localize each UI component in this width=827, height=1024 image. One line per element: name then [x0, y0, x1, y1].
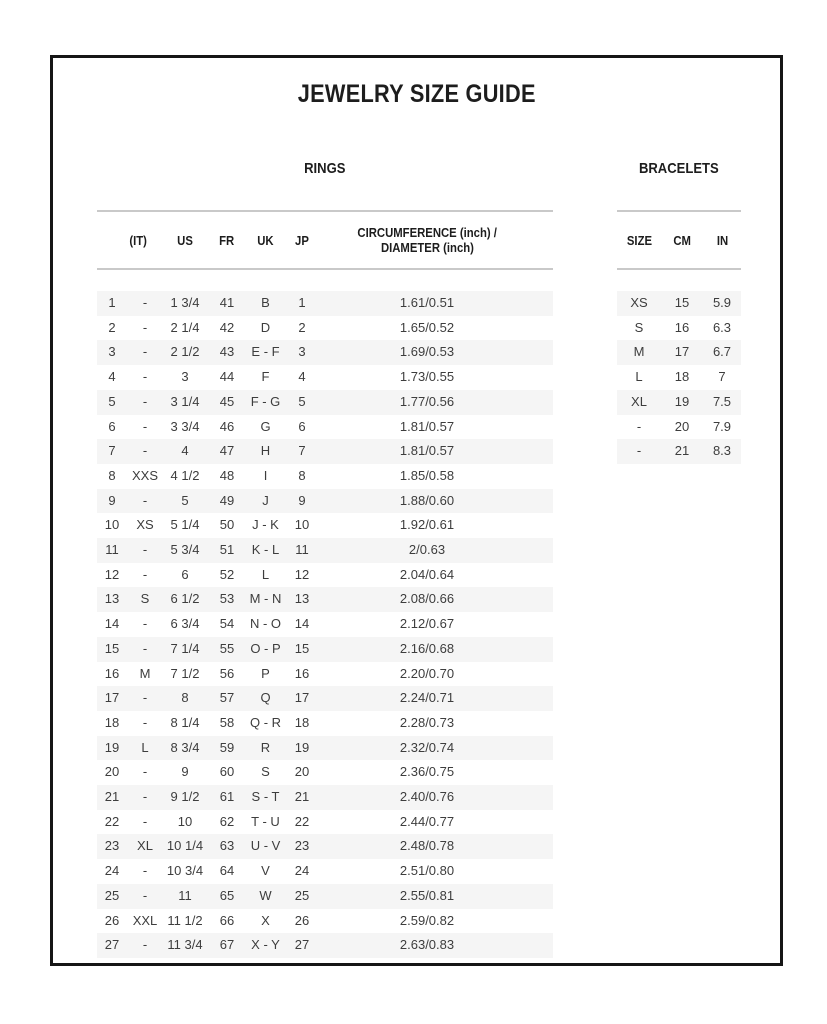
rings-header-jp [284, 233, 320, 248]
ring-size-row-cell: - [142, 295, 148, 310]
ring-size-row-cell: 50 [219, 517, 235, 533]
bracelet-size-row [617, 316, 741, 341]
ring-size-row-cell: 12 [294, 566, 310, 582]
ring-size-row-cell: 23 [294, 838, 310, 854]
ring-size-row-cell: 1.81/0.57 [399, 443, 455, 459]
bracelet-size-row-cell: 18 [674, 369, 690, 385]
ring-size-row-cell: X [261, 912, 270, 928]
rings-header-circumference-line1: CIRCUMFERENCE (inch) / [357, 225, 497, 240]
ring-size-row-cell: 19 [294, 739, 310, 755]
bracelets-section-title-text: BRACELETS [639, 160, 719, 177]
bracelet-size-row-cell: 15 [674, 295, 690, 310]
ring-size-row-cell: 4 [298, 369, 306, 385]
ring-size-row-cell: 41 [219, 295, 235, 310]
ring-size-row-cell: 10 3/4 [166, 863, 204, 879]
ring-size-row [97, 686, 553, 711]
ring-size-row [97, 563, 553, 588]
ring-size-row-cell: 2/0.63 [408, 542, 446, 558]
rings-header-it-text: (IT) [129, 232, 147, 248]
bracelets-header-in-text: IN [716, 232, 728, 248]
bracelet-size-row-cell: 7.9 [712, 418, 732, 434]
ring-size-row-cell: 58 [219, 714, 235, 730]
ring-size-row-cell: 2.32/0.74 [399, 739, 455, 755]
rings-section-title [97, 160, 553, 178]
bracelet-size-row-cell: 6.7 [712, 344, 732, 360]
ring-size-row-cell: 8 1/4 [170, 714, 200, 730]
ring-size-row-cell: 2.16/0.68 [399, 640, 455, 656]
ring-size-row [97, 884, 553, 909]
ring-size-row-cell: 3 1/4 [170, 393, 200, 409]
ring-size-row-cell: 26 [104, 912, 120, 928]
ring-size-row-cell: F - G [250, 393, 281, 409]
ring-size-row-cell: 9 [108, 492, 116, 508]
ring-size-row-cell: S - T [251, 789, 280, 805]
ring-size-row-cell: 62 [219, 813, 235, 829]
ring-size-row-cell: 53 [219, 591, 235, 607]
ring-size-row-cell: 2 [108, 319, 116, 335]
ring-size-row-cell: N - O [249, 616, 282, 632]
ring-size-row [97, 859, 553, 884]
bracelet-size-row-cell: 17 [674, 344, 690, 360]
ring-size-row-cell: 61 [219, 789, 235, 805]
ring-size-row-cell: 8 [181, 690, 189, 706]
ring-size-row-cell: 11 [178, 887, 192, 903]
bracelet-size-row-cell: - [636, 443, 642, 459]
ring-size-row-cell: 27 [294, 937, 310, 953]
rings-header-uk [247, 233, 284, 248]
bracelet-size-row-cell: 8.3 [712, 443, 732, 459]
ring-size-row-cell: 60 [219, 764, 235, 780]
rings-header-us-text: US [177, 232, 193, 248]
ring-size-row-cell: 8 [298, 467, 306, 483]
bracelet-size-row-cell: - [636, 418, 642, 434]
ring-size-row-cell: XL [137, 838, 153, 854]
ring-size-row-cell: 16 [104, 665, 120, 681]
ring-size-row [97, 365, 553, 390]
ring-size-row [97, 390, 553, 415]
ring-size-row-cell: - [142, 492, 148, 508]
ring-size-row-cell: 2.63/0.83 [399, 937, 455, 953]
ring-size-row-cell: 3 3/4 [170, 418, 200, 434]
ring-size-row-cell: 16 [294, 665, 310, 681]
bracelets-header-size [617, 233, 661, 248]
ring-size-row-cell: - [142, 937, 148, 953]
ring-size-row-cell: 11 [105, 542, 119, 558]
ring-size-row-cell: 3 [298, 344, 306, 360]
ring-size-row-cell: R [260, 739, 271, 755]
bracelet-size-row-cell: 5.9 [712, 295, 732, 310]
ring-size-row-cell: 49 [219, 492, 235, 508]
ring-size-row-cell: 8 3/4 [170, 739, 200, 755]
ring-size-row [97, 760, 553, 785]
ring-size-row-cell: 1.88/0.60 [399, 492, 455, 508]
ring-size-row-cell: 2.44/0.77 [399, 813, 455, 829]
ring-size-row-cell: 1 [108, 295, 116, 310]
bracelets-section-title [617, 160, 741, 178]
rings-header-circumference-line2: DIAMETER (inch) [380, 240, 474, 255]
ring-size-row-cell: L [261, 566, 270, 582]
ring-size-row-cell: U - V [250, 838, 281, 854]
ring-size-row-cell: 43 [219, 344, 235, 360]
ring-size-row-cell: 2.28/0.73 [399, 714, 455, 730]
bracelets-header-cm [661, 233, 703, 248]
ring-size-row-cell: S [261, 764, 270, 780]
ring-size-row-cell: 55 [219, 640, 235, 656]
bracelet-size-row-cell: 20 [674, 418, 690, 434]
bracelet-size-row-cell: 16 [674, 319, 690, 335]
ring-size-row-cell: 1 3/4 [170, 295, 200, 310]
ring-size-row-cell: 4 [108, 369, 116, 385]
ring-size-row-cell: 7 [108, 443, 116, 459]
ring-size-row [97, 291, 553, 316]
ring-size-row-cell: G [260, 418, 271, 434]
ring-size-row-cell: 3 [108, 344, 116, 360]
rings-header-us [163, 233, 207, 248]
ring-size-row-cell: 3 [181, 369, 189, 385]
ring-size-row-cell: XS [136, 517, 154, 533]
ring-size-row-cell: 19 [104, 739, 120, 755]
bracelet-size-row-cell: S [634, 319, 644, 335]
ring-size-row [97, 340, 553, 365]
ring-size-row-cell: 1.69/0.53 [399, 344, 455, 360]
ring-size-row-cell: 13 [104, 591, 120, 607]
ring-size-row-cell: 2.20/0.70 [399, 665, 455, 681]
ring-size-row [97, 464, 553, 489]
ring-size-row [97, 489, 553, 514]
ring-size-row-cell: J [262, 492, 269, 508]
ring-size-row-cell: - [142, 764, 148, 780]
ring-size-row-cell: 6 [181, 566, 189, 582]
bracelets-table [617, 291, 741, 464]
ring-size-row-cell: - [142, 616, 148, 632]
ring-size-row-cell: 12 [104, 566, 120, 582]
ring-size-row-cell: 25 [294, 887, 310, 903]
ring-size-row-cell: - [142, 887, 148, 903]
ring-size-row-cell: L [141, 739, 149, 755]
ring-size-row-cell: 57 [219, 690, 235, 706]
ring-size-row-cell: 65 [219, 887, 235, 903]
ring-size-row-cell: - [142, 813, 148, 829]
rings-header-jp-text: JP [295, 232, 309, 248]
ring-size-row-cell: 13 [294, 591, 310, 607]
ring-size-row [97, 587, 553, 612]
bracelet-size-row-cell: 6.3 [712, 319, 732, 335]
ring-size-row-cell: 24 [294, 863, 310, 879]
ring-size-row-cell: D [260, 319, 271, 335]
ring-size-row [97, 933, 553, 958]
ring-size-row-cell: - [142, 714, 148, 730]
ring-size-row-cell: - [142, 566, 148, 582]
ring-size-row-cell: H [260, 443, 271, 459]
bracelet-size-row-cell: 7.5 [712, 393, 732, 409]
ring-size-row-cell: 1.85/0.58 [399, 467, 455, 483]
ring-size-row-cell: 10 [294, 517, 310, 533]
ring-size-row-cell: 5 [298, 393, 306, 409]
ring-size-row-cell: 5 [108, 393, 116, 409]
ring-size-row-cell: - [142, 344, 148, 360]
ring-size-row-cell: 44 [219, 369, 235, 385]
ring-size-row-cell: 8 [108, 467, 116, 483]
ring-size-row-cell: 67 [219, 937, 235, 953]
bracelets-table-header [617, 210, 741, 270]
bracelet-size-row [617, 439, 741, 464]
ring-size-row-cell: 64 [219, 863, 235, 879]
rings-header-fr [207, 233, 247, 248]
bracelet-size-row [617, 340, 741, 365]
ring-size-row-cell: 14 [294, 616, 310, 632]
ring-size-row [97, 785, 553, 810]
ring-size-row-cell: Q - R [249, 714, 282, 730]
ring-size-row-cell: O - P [250, 640, 281, 656]
ring-size-row-cell: 15 [294, 640, 310, 656]
page-title [53, 79, 780, 109]
ring-size-row-cell: 11 [295, 542, 309, 558]
ring-size-row-cell: 26 [294, 912, 310, 928]
ring-size-row-cell: K - L [251, 542, 280, 558]
ring-size-row-cell: 4 [181, 443, 189, 459]
ring-size-row-cell: 18 [104, 714, 120, 730]
ring-size-row-cell: 2.36/0.75 [399, 764, 455, 780]
ring-size-row-cell: 17 [104, 690, 120, 706]
ring-size-row-cell: 22 [104, 813, 120, 829]
ring-size-row-cell: 18 [294, 714, 310, 730]
ring-size-row-cell: 1.92/0.61 [399, 517, 455, 533]
ring-size-row-cell: 11 1/2 [167, 912, 203, 928]
ring-size-row-cell: 1.61/0.51 [399, 295, 455, 310]
ring-size-row-cell: 1 [298, 295, 306, 310]
ring-size-row-cell: 46 [219, 418, 235, 434]
ring-size-row-cell: 17 [294, 690, 310, 706]
rings-header-fr-text: FR [219, 232, 235, 248]
bracelet-size-row-cell: 21 [674, 443, 690, 459]
ring-size-row-cell: - [142, 418, 148, 434]
ring-size-row-cell: 47 [219, 443, 235, 459]
rings-section-title-text: RINGS [304, 160, 346, 177]
ring-size-row-cell: 2 1/4 [170, 319, 200, 335]
ring-size-row-cell: 22 [294, 813, 310, 829]
ring-size-row-cell: 1.65/0.52 [399, 319, 455, 335]
ring-size-row-cell: M - N [249, 591, 282, 607]
ring-size-row [97, 316, 553, 341]
bracelet-size-row-cell: 7 [718, 369, 726, 385]
ring-size-row-cell: 1.81/0.57 [399, 418, 455, 434]
ring-size-row-cell: 2.08/0.66 [399, 591, 455, 607]
bracelet-size-row [617, 365, 741, 390]
ring-size-row-cell: 10 1/4 [166, 838, 204, 854]
ring-size-row-cell: 15 [104, 640, 120, 656]
ring-size-row-cell: XXL [132, 912, 158, 928]
bracelets-header-size-text: SIZE [626, 232, 652, 248]
ring-size-row-cell: 11 3/4 [167, 937, 203, 953]
rings-header-it [127, 233, 163, 248]
ring-size-row [97, 810, 553, 835]
ring-size-row-cell: 23 [104, 838, 120, 854]
ring-size-row-cell: - [142, 542, 148, 558]
ring-size-row-cell: - [142, 789, 148, 805]
ring-size-row-cell: 20 [294, 764, 310, 780]
rings-table [97, 291, 553, 958]
ring-size-row-cell: 21 [294, 789, 310, 805]
ring-size-row-cell: 66 [219, 912, 235, 928]
ring-size-row-cell: I [263, 467, 268, 483]
ring-size-row-cell: 51 [219, 542, 235, 558]
ring-size-row-cell: P [261, 665, 270, 681]
ring-size-row-cell: 2.51/0.80 [399, 863, 455, 879]
ring-size-row-cell: 6 [298, 418, 306, 434]
ring-size-row-cell: 2.40/0.76 [399, 789, 455, 805]
bracelet-size-row-cell: L [635, 369, 643, 385]
bracelet-size-row-cell: XS [630, 295, 648, 310]
ring-size-row-cell: - [142, 369, 148, 385]
rings-table-header [97, 210, 553, 270]
ring-size-row [97, 637, 553, 662]
ring-size-row-cell: 14 [104, 616, 120, 632]
ring-size-row-cell: 45 [219, 393, 235, 409]
ring-size-row-cell: - [142, 640, 148, 656]
ring-size-row [97, 736, 553, 761]
size-guide-card [50, 55, 783, 966]
ring-size-row [97, 415, 553, 440]
ring-size-row-cell: 5 3/4 [170, 542, 200, 558]
ring-size-row-cell: X - Y [251, 937, 280, 953]
ring-size-row-cell: 52 [219, 566, 235, 582]
ring-size-row-cell: 4 1/2 [170, 467, 200, 483]
ring-size-row-cell: 24 [104, 863, 120, 879]
ring-size-row-cell: 42 [219, 319, 235, 335]
ring-size-row [97, 439, 553, 464]
ring-size-row-cell: 2.48/0.78 [399, 838, 455, 854]
ring-size-row-cell: 27 [104, 937, 120, 953]
ring-size-row [97, 662, 553, 687]
ring-size-row-cell: 2.55/0.81 [399, 887, 455, 903]
ring-size-row-cell: 2.24/0.71 [399, 690, 455, 706]
ring-size-row-cell: 2 [298, 319, 306, 335]
ring-size-row-cell: E - F [251, 344, 280, 360]
ring-size-row-cell: 7 1/4 [170, 640, 200, 656]
ring-size-row-cell: 2.59/0.82 [399, 912, 455, 928]
ring-size-row-cell: XXS [131, 467, 158, 483]
ring-size-row-cell: 63 [219, 838, 235, 854]
bracelets-header-in [703, 233, 741, 248]
ring-size-row [97, 612, 553, 637]
ring-size-row [97, 513, 553, 538]
ring-size-row [97, 834, 553, 859]
ring-size-row-cell: 20 [104, 764, 120, 780]
ring-size-row-cell: - [142, 393, 148, 409]
ring-size-row-cell: 2.12/0.67 [399, 616, 455, 632]
ring-size-row-cell: - [142, 443, 148, 459]
ring-size-row-cell: Q [260, 690, 271, 706]
bracelet-size-row [617, 291, 741, 316]
ring-size-row-cell: 5 [181, 492, 189, 508]
ring-size-row-cell: T - U [251, 813, 280, 829]
ring-size-row-cell: 7 [298, 443, 306, 459]
ring-size-row-cell: 7 1/2 [170, 665, 200, 681]
ring-size-row-cell: 6 [108, 418, 116, 434]
ring-size-row-cell: 9 [181, 764, 189, 780]
ring-size-row-cell: 2.04/0.64 [399, 566, 455, 582]
ring-size-row-cell: - [142, 319, 148, 335]
ring-size-row [97, 538, 553, 563]
ring-size-row-cell: V [261, 863, 270, 879]
bracelet-size-row [617, 415, 741, 440]
ring-size-row-cell: 9 1/2 [170, 789, 200, 805]
bracelet-size-row-cell: XL [631, 393, 647, 409]
ring-size-row-cell: 21 [104, 789, 120, 805]
ring-size-row-cell: W [259, 887, 272, 903]
ring-size-row-cell: 2 1/2 [170, 344, 200, 360]
rings-header-circumference [320, 225, 553, 255]
ring-size-row-cell: 25 [104, 887, 120, 903]
ring-size-row-cell: 6 3/4 [170, 616, 200, 632]
bracelet-size-row [617, 390, 741, 415]
ring-size-row-cell: S [140, 591, 150, 607]
ring-size-row-cell: 9 [298, 492, 306, 508]
ring-size-row-cell: J - K [252, 517, 279, 533]
ring-size-row-cell: 1.77/0.56 [399, 393, 455, 409]
ring-size-row-cell: 59 [219, 739, 235, 755]
ring-size-row [97, 711, 553, 736]
ring-size-row-cell: - [142, 863, 148, 879]
ring-size-row-cell: B [261, 295, 270, 310]
ring-size-row-cell: 5 1/4 [170, 517, 200, 533]
ring-size-row-cell: F [261, 369, 270, 385]
page-title-text: JEWELRY SIZE GUIDE [297, 80, 536, 108]
bracelet-size-row-cell: 19 [674, 393, 690, 409]
ring-size-row-cell: 48 [219, 467, 235, 483]
ring-size-row-cell: 10 [104, 517, 120, 533]
ring-size-row-cell: 6 1/2 [170, 591, 200, 607]
ring-size-row-cell: 54 [219, 616, 235, 632]
ring-size-row-cell: 56 [219, 665, 235, 681]
bracelet-size-row-cell: M [633, 344, 645, 360]
bracelets-header-cm-text: CM [673, 232, 691, 248]
ring-size-row-cell: M [139, 665, 151, 681]
ring-size-row [97, 909, 553, 934]
ring-size-row-cell: 10 [177, 813, 193, 829]
rings-header-uk-text: UK [257, 232, 274, 248]
ring-size-row-cell: - [142, 690, 148, 706]
ring-size-row-cell: 1.73/0.55 [399, 369, 455, 385]
